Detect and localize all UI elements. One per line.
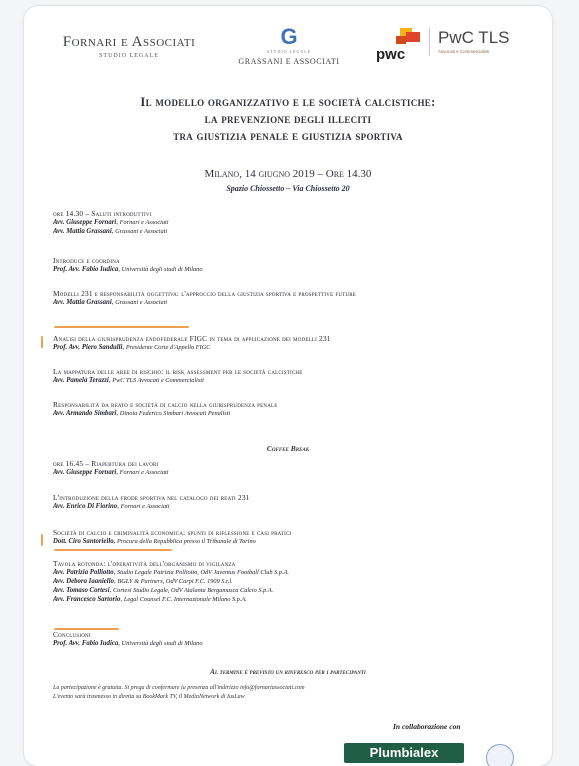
program-heading: Analisi della giurisprudenza endofederale FIGC in tema di applicazione dei modelli 231: [53, 334, 331, 343]
speaker-name: Avv. Patrizia Polliotto: [53, 569, 114, 576]
speaker-line: Dott. Ciro Santoriello, Procura della Repubblica presso il Tribunale di Torino: [53, 538, 256, 545]
speaker-line: Avv. Giuseppe Fornari, Fornari e Associati: [53, 219, 169, 226]
logo-divider: [429, 28, 430, 56]
speaker-affiliation: Dinoia Federico Simbari Avvocati Penalisti: [119, 410, 231, 417]
event-date: Milano, 14 giugno 2019 – Ore 14.30: [204, 168, 372, 180]
speaker-affiliation: Università degli studi di Milano: [121, 266, 203, 273]
refreshment-note: Al termine è previsto un rinfresco per i partecipanti: [210, 668, 366, 676]
program-heading: La mappatura delle aree di rischio: il risk assessment per le società calcistiche: [53, 367, 303, 376]
speaker-line: Avv. Armando Simbari, Dinoia Federico Simbari Avvocati Penalisti: [53, 410, 231, 417]
speaker-name: Avv. Mattia Grassani: [53, 299, 112, 306]
grassani-name: GRASSANI E ASSOCIATI: [238, 57, 340, 66]
program-item: [53, 256, 533, 274]
invitation-card: [24, 6, 552, 766]
speaker-affiliation: Procura della Repubblica presso il Tribunale di Torino: [117, 538, 256, 545]
speaker-line: Avv. Enrico Di Fiorino, Fornari e Associati: [53, 503, 170, 510]
program-item: [53, 289, 533, 307]
program-heading: Tavola rotonda: l'operatività dell'organismo di vigilanza: [53, 559, 236, 568]
speaker-line: Prof. Avv. Fabio Iudica, Università degli studi di Milano: [53, 266, 203, 273]
speaker-affiliation: Studio Legale Patrizia Polliotto, OdV Juventus Football Club S.p.A.: [117, 569, 290, 576]
speaker-line: Avv. Mattia Grassani, Grassani e Associati: [53, 228, 168, 235]
coffee-break: Coffee Break: [266, 444, 310, 453]
speaker-line: Avv. Pamela Terazzi, PwC TLS Avvocati e Commercialisti: [53, 377, 204, 384]
speaker-name: Avv. Mattia Grassani: [53, 228, 112, 235]
collaboration-label: In collaborazione con: [393, 722, 461, 731]
grassani-logo: [229, 26, 349, 66]
program-heading: Modelli 231 e responsabilità oggettiva: l'approccio della giustizia sportiva e prospettive future: [53, 289, 357, 298]
tls-name: PwC TLS: [438, 28, 510, 47]
tls-sub: Avvocati e Commercialisti: [438, 49, 490, 54]
footer-notes: [53, 684, 513, 701]
speaker-name: Prof. Avv. Piero Sandulli: [53, 344, 123, 351]
event-venue: Spazio Chiossetto – Via Chiossetto 20: [226, 184, 350, 193]
highlight-underline-tavola: [54, 628, 119, 630]
speaker-affiliation: Fornari e Associati: [119, 469, 169, 476]
program-heading: ore 16.45 – Riapertura dei lavori: [53, 459, 159, 468]
speaker-name: Prof. Avv. Fabio Iudica: [53, 640, 119, 647]
logo-bar: [24, 6, 552, 76]
speaker-affiliation: PwC TLS Avvocati e Commercialisti: [112, 377, 204, 384]
speaker-affiliation: Presidente Corte d'Appello FIGC: [125, 344, 211, 351]
title-line-3: tra giustizia penale e giustizia sportiva: [173, 129, 403, 143]
speaker-line: Prof. Avv. Piero Sandulli, Presidente Corte d'Appello FIGC: [53, 344, 211, 351]
program-item: [53, 400, 533, 418]
speaker-name: Avv. Giuseppe Fornari: [53, 219, 117, 226]
grassani-g-icon: G: [280, 24, 298, 49]
fornari-logo: [40, 34, 218, 59]
speaker-name: Avv. Francesco Sartorio: [53, 596, 121, 603]
program-heading: Introduce e coordina: [53, 256, 120, 265]
seal-icon: [486, 744, 514, 766]
speaker-line: Avv. Giuseppe Fornari, Fornari e Associati: [53, 469, 169, 476]
highlight-underline-grassani: [54, 326, 189, 328]
pwc-logo: [376, 26, 426, 66]
notes-line-1: La partecipazione è gratuita. Si prega di confermare la presenza all'indirizzo info@fornariassociati.com: [53, 685, 305, 691]
program-heading: L'introduzione della frode sportiva nel catalogo dei reati 231: [53, 493, 250, 502]
speaker-name: Avv. Giuseppe Fornari: [53, 469, 117, 476]
speaker-name: Avv. Debora Iaaniello: [53, 578, 114, 585]
pwc-wordmark: pwc: [376, 46, 406, 63]
speaker-name: Avv. Tomaso Cortesi: [53, 587, 110, 594]
speaker-name: Dott. Ciro Santoriello: [53, 538, 114, 545]
highlight-bracket-santoriello: [41, 534, 43, 546]
program-heading: Responsabilità da reato e società di calcio nella giurisprudenza penale: [53, 400, 278, 409]
program-heading: Conclusioni: [53, 630, 91, 639]
program-item: [53, 209, 533, 236]
speaker-affiliation: BGLY & Partners, OdV Carpi F.C. 1909 S.r.l.: [117, 578, 233, 585]
program-item: [53, 630, 533, 648]
speaker-affiliation: Grassani e Associati: [115, 228, 168, 235]
speaker-line: Avv. Debora Iaaniello, BGLY & Partners, OdV Carpi F.C. 1909 S.r.l.: [53, 578, 233, 585]
grassani-studio: STUDIO LEGALE: [266, 49, 312, 54]
title-line-1: Il modello organizzativo e le società calcistiche:: [140, 95, 436, 109]
sponsor-logo: Plumbialex: [344, 743, 464, 763]
speaker-affiliation: Cortesi Studio Legale, OdV Atalanta Bergamasca Calcio S.p.A.: [112, 587, 274, 594]
speaker-name: Avv. Pamela Terazzi: [53, 377, 109, 384]
event-title: [24, 94, 552, 145]
fornari-name: Fornari e Associati: [62, 34, 196, 50]
speaker-affiliation: Grassani e Associati: [115, 299, 168, 306]
highlight-bracket-sandulli: [41, 336, 43, 348]
speaker-affiliation: Legal Counsel F.C. Internazionale Milano S.p.A.: [123, 596, 247, 603]
speaker-name: Prof. Avv. Fabio Iudica: [53, 266, 119, 273]
fornari-sub: STUDIO LEGALE: [99, 53, 159, 59]
speaker-affiliation: Università degli studi di Milano: [121, 640, 203, 647]
program-item: [53, 334, 533, 352]
program-item: [53, 459, 533, 477]
program-item: [53, 528, 533, 546]
pwc-tls-logo: [438, 28, 510, 54]
program-item: [53, 493, 533, 511]
speaker-line: Avv. Tomaso Cortesi, Cortesi Studio Legale, OdV Atalanta Bergamasca Calcio S.p.A.: [53, 587, 274, 594]
program-heading: Società di calcio e criminalità economica: spunti di riflessione e casi pratici: [53, 528, 292, 537]
highlight-underline-santoriello: [54, 549, 172, 551]
notes-line-2: L'evento sarà trasmesso in diretta su BookMark TV, il MediaNetwork di IusLaw: [53, 693, 245, 700]
speaker-line: Avv. Francesco Sartorio, Legal Counsel F.C. Internazionale Milano S.p.A.: [53, 596, 247, 603]
speaker-affiliation: Fornari e Associati: [120, 503, 170, 510]
speaker-line: Prof. Avv. Fabio Iudica, Università degli studi di Milano: [53, 640, 203, 647]
pwc-blocks-icon: [386, 26, 426, 46]
program-item: [53, 367, 533, 385]
speaker-affiliation: Fornari e Associati: [119, 219, 169, 226]
speaker-line: Avv. Mattia Grassani, Grassani e Associati: [53, 299, 168, 306]
speaker-name: Avv. Armando Simbari: [53, 410, 117, 417]
speaker-line: Avv. Patrizia Polliotto, Studio Legale Patrizia Polliotto, OdV Juventus Football Club S.p.A.: [53, 569, 290, 576]
program-heading: ore 14.30 – Saluti introduttivi: [53, 209, 152, 218]
speaker-name: Avv. Enrico Di Fiorino: [53, 503, 118, 510]
title-line-2: la prevenzione degli illeciti: [204, 112, 372, 126]
program-item: [53, 559, 533, 604]
